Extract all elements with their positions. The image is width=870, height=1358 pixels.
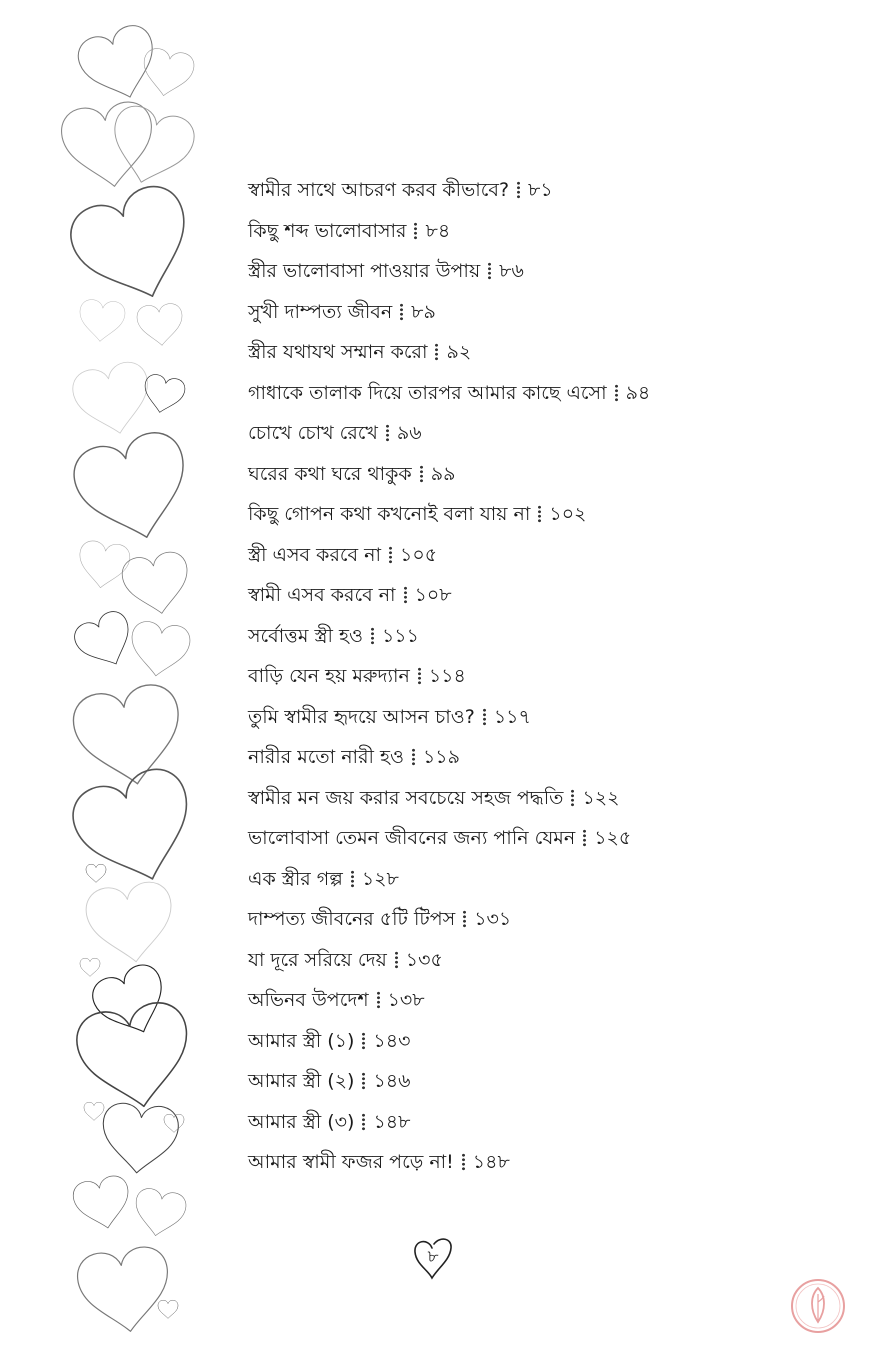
toc-entry (248, 170, 808, 211)
dotted-separator-icon (583, 829, 586, 847)
dotted-separator-icon (517, 181, 520, 199)
dotted-separator-icon (377, 991, 380, 1009)
toc-entry-title: যা দূরে সরিয়ে দেয় (248, 948, 387, 971)
heart-outline-icon (127, 620, 192, 680)
heart-outline-icon (71, 1173, 135, 1233)
toc-entry (248, 1142, 808, 1183)
toc-entry (248, 697, 808, 738)
heart-outline-icon (140, 373, 187, 417)
toc-entry-page: ১৩১ (474, 908, 512, 930)
toc-entry-page: ৮৬ (499, 260, 524, 282)
toc-entry-page: ১২৮ (361, 867, 399, 890)
toc-entry-page: ১২২ (582, 786, 620, 809)
heart-outline-icon (65, 762, 207, 897)
toc-entry-page: ১০৮ (414, 584, 452, 606)
toc-entry-page: ১১১ (381, 624, 419, 647)
dotted-separator-icon (414, 222, 417, 240)
toc-entry (248, 1021, 808, 1062)
toc-entry (248, 656, 808, 697)
heart-outline-icon (158, 1300, 178, 1318)
toc-entry-page: ৯৬ (396, 422, 422, 444)
toc-entry-page: ১০৫ (400, 543, 438, 566)
toc-entry (248, 899, 808, 940)
dotted-separator-icon (362, 1072, 365, 1090)
toc-entry (248, 373, 808, 414)
dotted-separator-icon (488, 262, 491, 280)
toc-entry (248, 535, 808, 576)
toc-entry (248, 575, 808, 616)
toc-entry (248, 859, 808, 900)
toc-entry-title: এক স্ত্রীর গল্প (248, 867, 343, 890)
toc-entry-title: স্ত্রীর যথাযথ সম্মান করো (248, 341, 428, 363)
heart-outline-icon (80, 958, 100, 976)
heart-outline-icon (120, 549, 194, 618)
heart-outline-icon (86, 864, 106, 882)
toc-entry-page: ১১৯ (422, 746, 460, 768)
dotted-separator-icon (483, 708, 486, 726)
toc-entry-page: ১৩৫ (405, 948, 443, 971)
toc-entry (248, 940, 808, 981)
toc-entry (248, 292, 808, 333)
dotted-separator-icon (538, 505, 541, 523)
toc-entry-page: ৮১ (528, 179, 553, 201)
heart-outline-icon (87, 960, 176, 1045)
dotted-separator-icon (404, 586, 407, 604)
toc-entry-title: আমার স্ত্রী (১) (248, 1029, 355, 1052)
feather-pen-logo-icon (788, 1276, 848, 1336)
heart-outline-icon (83, 879, 178, 967)
toc-entry-title: গাধাকে তালাক দিয়ে তারপর আমার কাছে এসো (248, 381, 607, 404)
toc-entry-title: সুখী দাম্পত্য জীবন (248, 300, 393, 323)
toc-entry-title: স্বামীর মন জয় করার সবচেয়ে সহজ পদ্ধতি (248, 786, 564, 809)
toc-entry-page: ১১৭ (493, 705, 531, 728)
toc-entry-page: ৮৯ (411, 300, 436, 323)
toc-entry-title: বাড়ি যেন হয় মরুদ্যান (248, 665, 410, 687)
toc-entry (248, 616, 808, 657)
dotted-separator-icon (462, 1153, 465, 1171)
toc-entry-title: অভিনব উপদেশ (248, 989, 369, 1011)
toc-entry (248, 211, 808, 252)
toc-entry-title: ঘরের কথা ঘরে থাকুক (248, 462, 412, 485)
toc-entry-page: ১০২ (549, 503, 587, 525)
toc-entry-title: তুমি স্বামীর হৃদয়ে আসন চাও? (248, 705, 475, 728)
heart-outline-icon (70, 607, 141, 676)
heart-outline-icon (75, 1244, 176, 1338)
toc-entry (248, 332, 808, 373)
toc-entry (248, 1061, 808, 1102)
toc-entry (248, 413, 808, 454)
toc-entry-title: সর্বোত্তম স্ত্রী হও (248, 624, 363, 647)
heart-outline-icon (164, 1114, 184, 1132)
toc-entry-title: আমার স্ত্রী (২) (248, 1070, 355, 1092)
toc-entry-page: ১৩৮ (387, 989, 425, 1011)
table-of-contents (248, 170, 808, 1183)
toc-entry-page: ৮৪ (425, 219, 451, 242)
toc-entry-title: কিছু শব্দ ভালোবাসার (248, 219, 407, 242)
toc-entry-title: দাম্পত্য জীবনের ৫টি টিপস (248, 908, 456, 930)
heart-outline-icon (68, 426, 200, 551)
toc-entry-title: স্ত্রীর ভালোবাসা পাওয়ার উপায় (248, 260, 481, 282)
dotted-separator-icon (615, 384, 618, 402)
toc-entry-title: আমার স্বামী ফজর পড়ে না! (248, 1151, 454, 1173)
dotted-separator-icon (362, 1032, 365, 1050)
heart-outline-icon (69, 681, 189, 793)
heart-outline-icon (131, 1186, 188, 1239)
heart-outline-icon (63, 178, 207, 316)
heart-outline-icon (78, 299, 126, 344)
toc-entry-page: ১১৪ (428, 665, 466, 687)
toc-entry (248, 1102, 808, 1143)
toc-entry (248, 454, 808, 495)
toc-entry-title: ভালোবাসা তেমন জীবনের জন্য পানি যেমন (248, 827, 576, 849)
dotted-separator-icon (371, 627, 374, 645)
toc-entry-title: স্ত্রী এসব করবে না (248, 543, 382, 566)
toc-entry-title: আমার স্ত্রী (৩) (248, 1110, 355, 1133)
heart-outline-icon (72, 998, 198, 1116)
dotted-separator-icon (351, 870, 354, 888)
toc-entry-page: ৯৪ (625, 381, 651, 404)
toc-entry-page: ৯৯ (430, 462, 456, 485)
heart-outline-icon (99, 1102, 180, 1176)
dotted-separator-icon (395, 951, 398, 969)
toc-entry-page: ১৪৮ (373, 1110, 411, 1133)
page-number-badge (402, 1234, 462, 1282)
toc-entry-title: চোখে চোখ রেখে (248, 422, 378, 444)
toc-entry-page: ১২৫ (594, 827, 632, 849)
toc-entry-title: নারীর মতো নারী হও (248, 746, 404, 768)
toc-entry-page: ১৪৩ (373, 1029, 411, 1052)
dotted-separator-icon (418, 667, 421, 685)
dotted-separator-icon (362, 1113, 365, 1131)
toc-entry-title: স্বামীর সাথে আচরণ করব কীভাবে? (248, 179, 510, 201)
heart-outline-icon (136, 303, 184, 348)
toc-entry-page: ৯২ (446, 341, 472, 363)
heart-outline-icon (139, 46, 196, 99)
heart-outline-icon (69, 359, 157, 441)
dotted-separator-icon (463, 910, 466, 928)
toc-entry (248, 494, 808, 535)
dotted-separator-icon (420, 465, 423, 483)
heart-decoration-strip (0, 0, 240, 1358)
toc-entry (248, 818, 808, 859)
heart-outline-icon (59, 99, 160, 193)
heart-outline-icon (76, 539, 132, 591)
heart-outline-icon (84, 1102, 104, 1120)
dotted-separator-icon (389, 546, 392, 564)
heart-outline-icon (73, 21, 165, 109)
toc-entry (248, 251, 808, 292)
toc-entry-title: স্বামী এসব করবে না (248, 584, 396, 606)
toc-entry (248, 737, 808, 778)
dotted-separator-icon (571, 789, 574, 807)
toc-entry (248, 980, 808, 1021)
toc-entry-page: ১৪৬ (373, 1070, 411, 1092)
toc-entry-title: কিছু গোপন কথা কখনোই বলা যায় না (248, 503, 531, 525)
dotted-separator-icon (412, 748, 415, 766)
toc-entry-page: ১৪৮ (472, 1151, 510, 1173)
dotted-separator-icon (435, 343, 438, 361)
page-number: ৮ (427, 1247, 439, 1267)
dotted-separator-icon (400, 303, 403, 321)
dotted-separator-icon (386, 424, 389, 442)
heart-outline-icon (103, 102, 199, 193)
toc-entry (248, 778, 808, 819)
